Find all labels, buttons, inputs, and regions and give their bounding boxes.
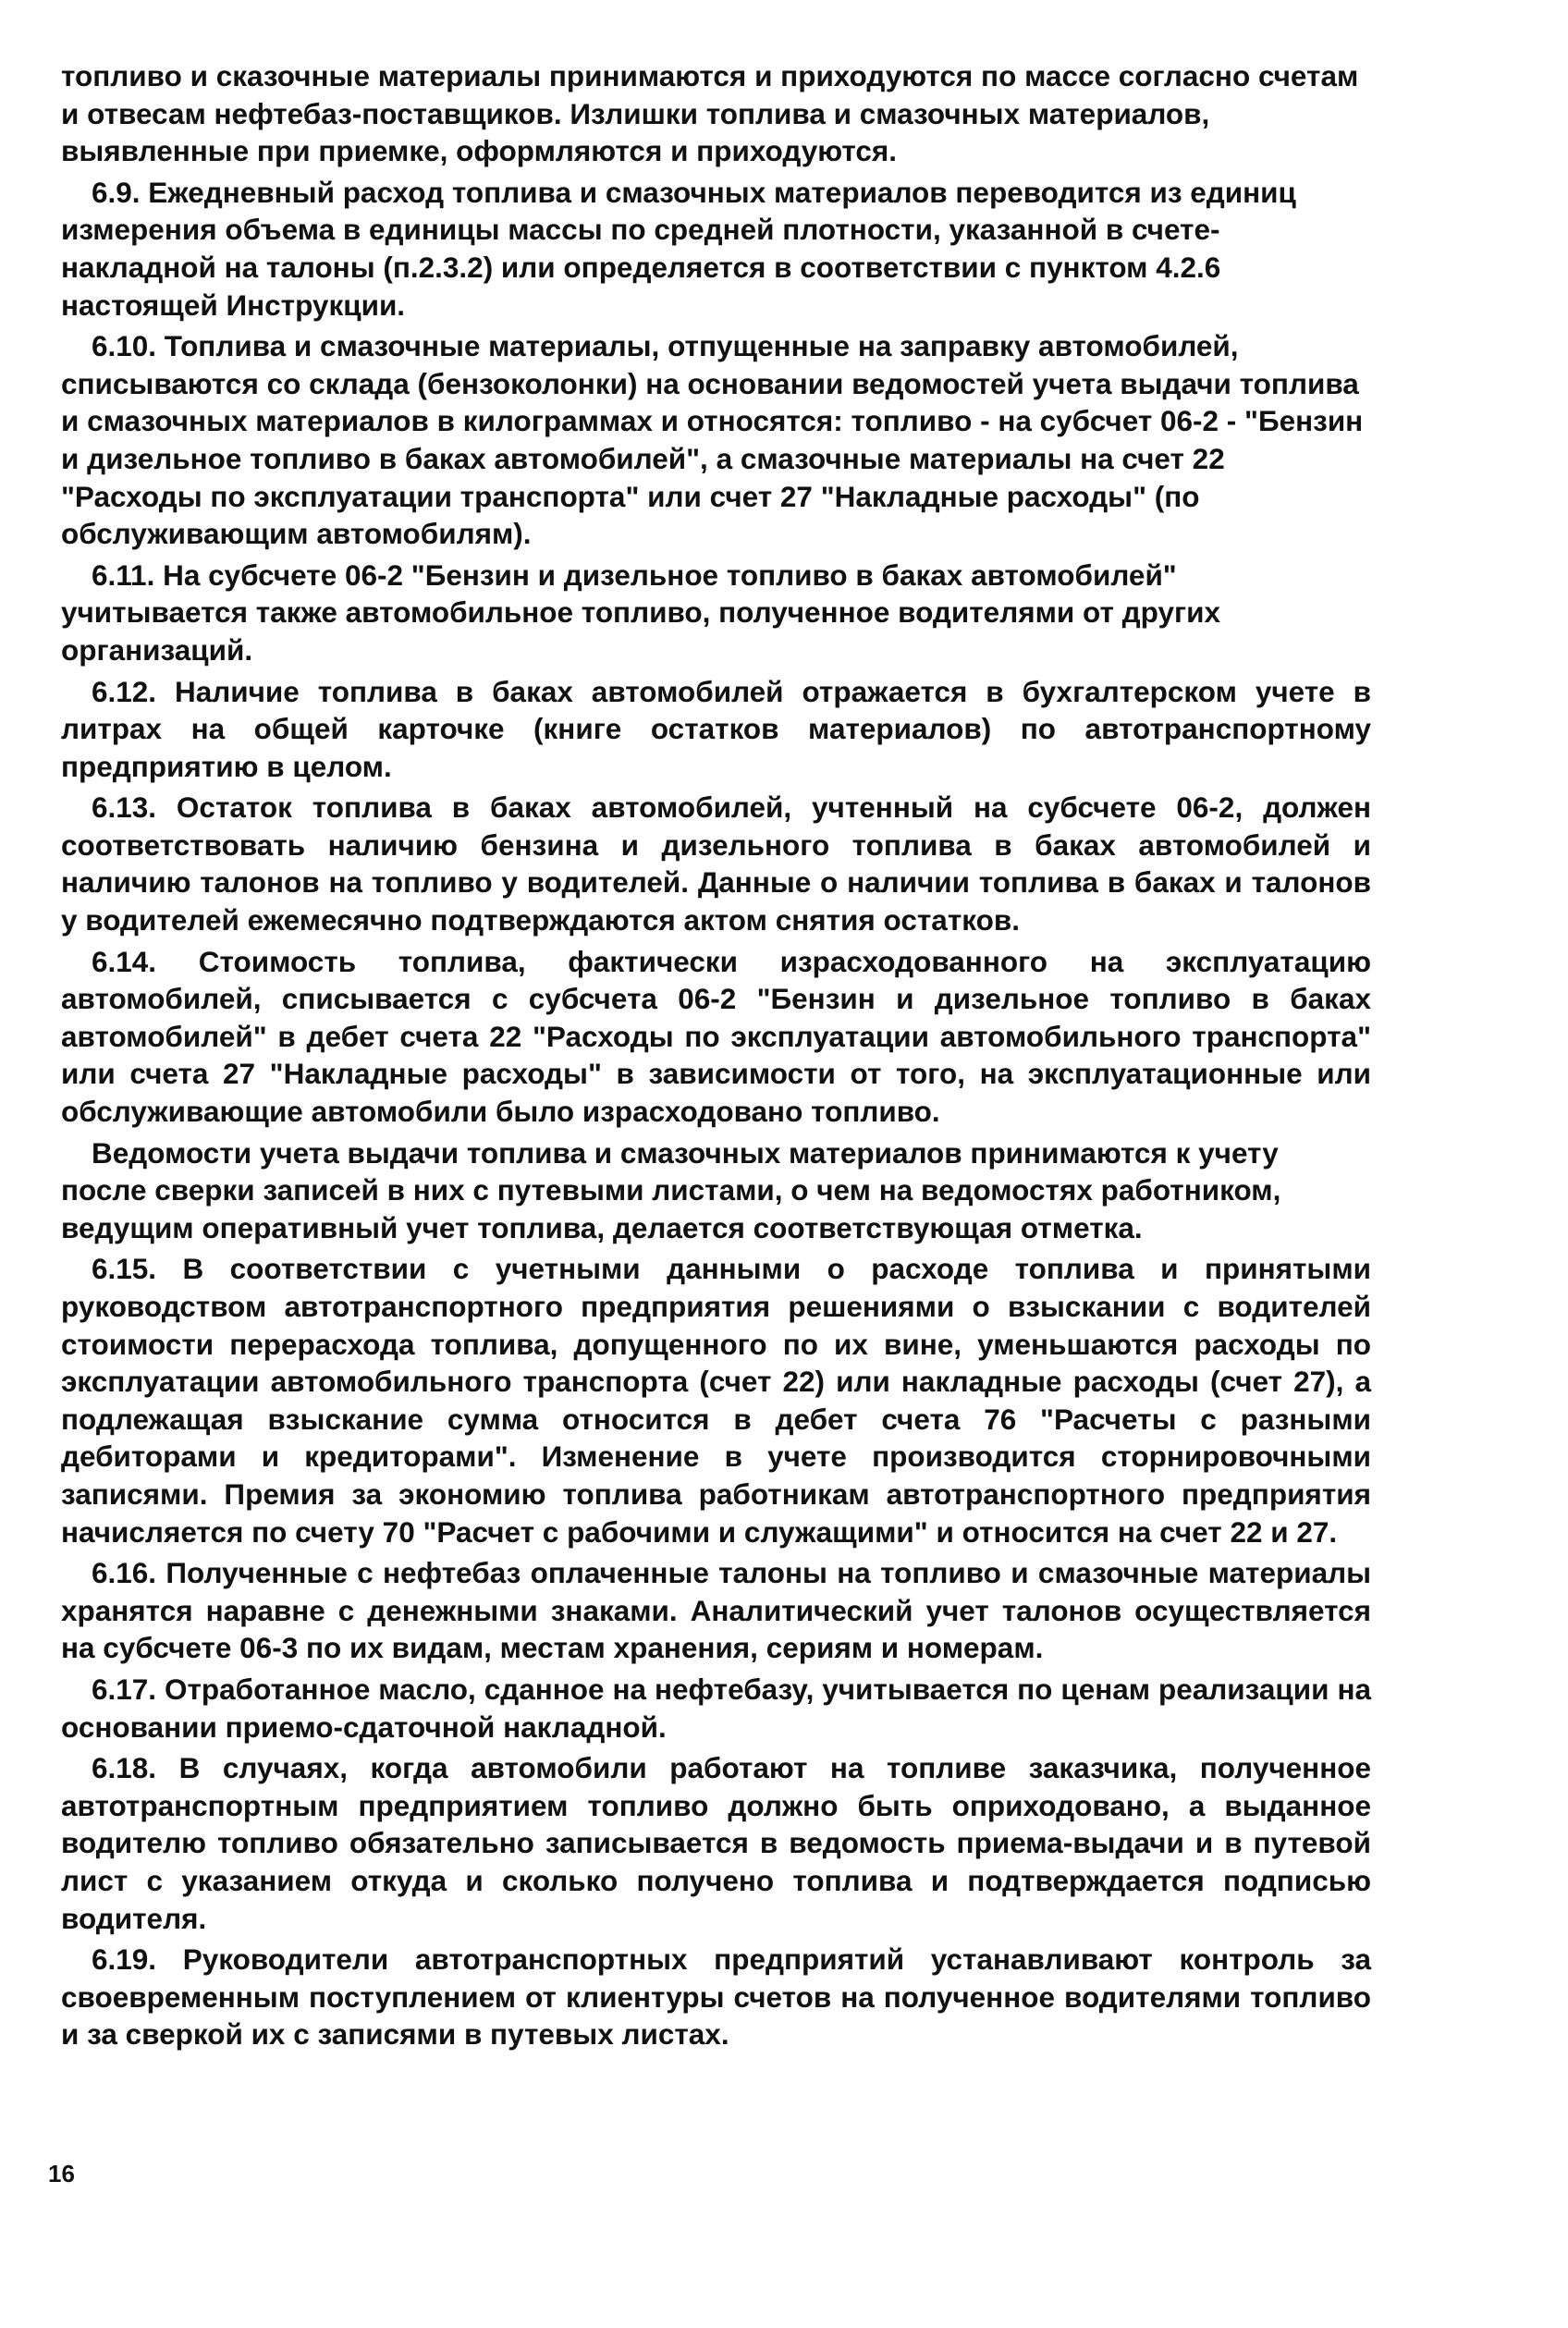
paragraph-6-17: 6.17. Отработанное масло, сданное на нефтебазу, учитывается по ценам реализации на основании приемо-сдаточной накладной. xyxy=(61,1672,1371,1744)
paragraph-ledgers: Ведомости учета выдачи топлива и смазочных материалов принимаются к учету после сверки записей в них с путевыми листами, о чем на ведомостях работником, ведущим оперативный учет топлива, делается соответствующая отметка. xyxy=(61,1135,1281,1244)
paragraph-6-13: 6.13. Остаток топлива в баках автомобилей, учтенный на субсчете 06-2, должен соответствовать наличию бензина и дизельного топлива в баках автомобилей и наличию талонов на топливо у водителей. Данные о наличии топлива в баках и талонов у водителей ежемесячно подтверждаются актом снятия остатков. xyxy=(61,790,1371,937)
paragraph-6-11: 6.11. На субсчете 06-2 "Бензин и дизельное топливо в баках автомобилей" учитывается также автомобильное топливо, полученное водителями от других организаций. xyxy=(61,557,1220,667)
paragraph-6-18: 6.18. В случаях, когда автомобили работают на топливе заказчика, полученное автотранспортным предприятием топливо должно быть оприходовано, а выданное водителю топливо обязательно записывается в ведомость приема-выдачи и в путевой лист с указанием откуда и сколько получено топлива и подтверждается подписью водителя. xyxy=(61,1751,1371,1935)
paragraph-6-10: 6.10. Топлива и смазочные материалы, отпущенные на заправку автомобилей, списываются со склада (бензоколонки) на основании ведомостей учета выдачи топлива и смазочных материалов в килограммах и относятся: топливо - на субсчет 06-2 - "Бензин и дизельное топливо в баках автомобилей", а смазочные материалы на счет 22 "Расходы по эксплуатации транспорта" или счет 27 "Накладные расходы" (по обслуживающим автомобилям). xyxy=(61,329,1364,551)
paragraph-6-16: 6.16. Полученные с нефтебаз оплаченные талоны на топливо и смазочные материалы хранятся наравне с денежными знаками. Аналитический учет талонов осуществляется на субсчете 06-3 по их видам, местам хранения, сериям и номерам. xyxy=(61,1556,1371,1665)
paragraph-6-19: 6.19. Руководители автотранспортных предприятий устанавливают контроль за своевременным поступлением от клиентуры счетов на полученное водителями топливо и за сверкой их с записями в путевых листах. xyxy=(61,1942,1371,2052)
paragraph-6-14: 6.14. Стоимость топлива, фактически израсходованного на эксплуатацию автомобилей, списывается с субсчета 06-2 "Бензин и дизельное топливо в баках автомобилей" в дебет счета 22 "Расходы по эксплуатации автомобильного транспорта" или счета 27 "Накладные расходы" в зависимости от того, на эксплуатационные или обслуживающие автомобили было израсходовано топливо. xyxy=(61,944,1371,1129)
paragraph-intro: топливо и сказочные материалы принимаются и приходуются по массе согласно счетам и отвесам нефтебаз-поставщиков. Излишки топлива и смазочных материалов, выявленные при приемке, оформляются и приходуются. xyxy=(61,59,1359,168)
document-page xyxy=(61,57,1371,2057)
page-number: 16 xyxy=(48,2160,75,2187)
paragraph-6-12: 6.12. Наличие топлива в баках автомобилей отражается в бухгалтерском учете в литрах на общей карточке (книге остатков материалов) по автотранспортному предприятию в целом. xyxy=(61,674,1371,783)
paragraph-6-15: 6.15. В соответствии с учетными данными о расходе топлива и принятыми руководством автотранспортного предприятия решениями о взыскании с водителей стоимости перерасхода топлива, допущенного по их вине, уменьшаются расходы по эксплуатации автомобильного транспорта (счет 22) или накладные расходы (счет 27), а подлежащая взыскание сумма относится в дебет счета 76 "Расчеты с разными дебиторами и кредиторами". Изменение в учете производится сторнировочными записями. Премия за экономию топлива работникам автотранспортного предприятия начисляется по счету 70 "Расчет с рабочими и служащими" и относится на счет 22 и 27. xyxy=(61,1252,1371,1549)
paragraph-6-9: 6.9. Ежедневный расход топлива и смазочных материалов переводится из единиц измерения объема в единицы массы по средней плотности, указанной в счете-накладной на талоны (п.2.3.2) или определяется в соответствии с пунктом 4.2.6 настоящей Инструкции. xyxy=(61,175,1296,322)
